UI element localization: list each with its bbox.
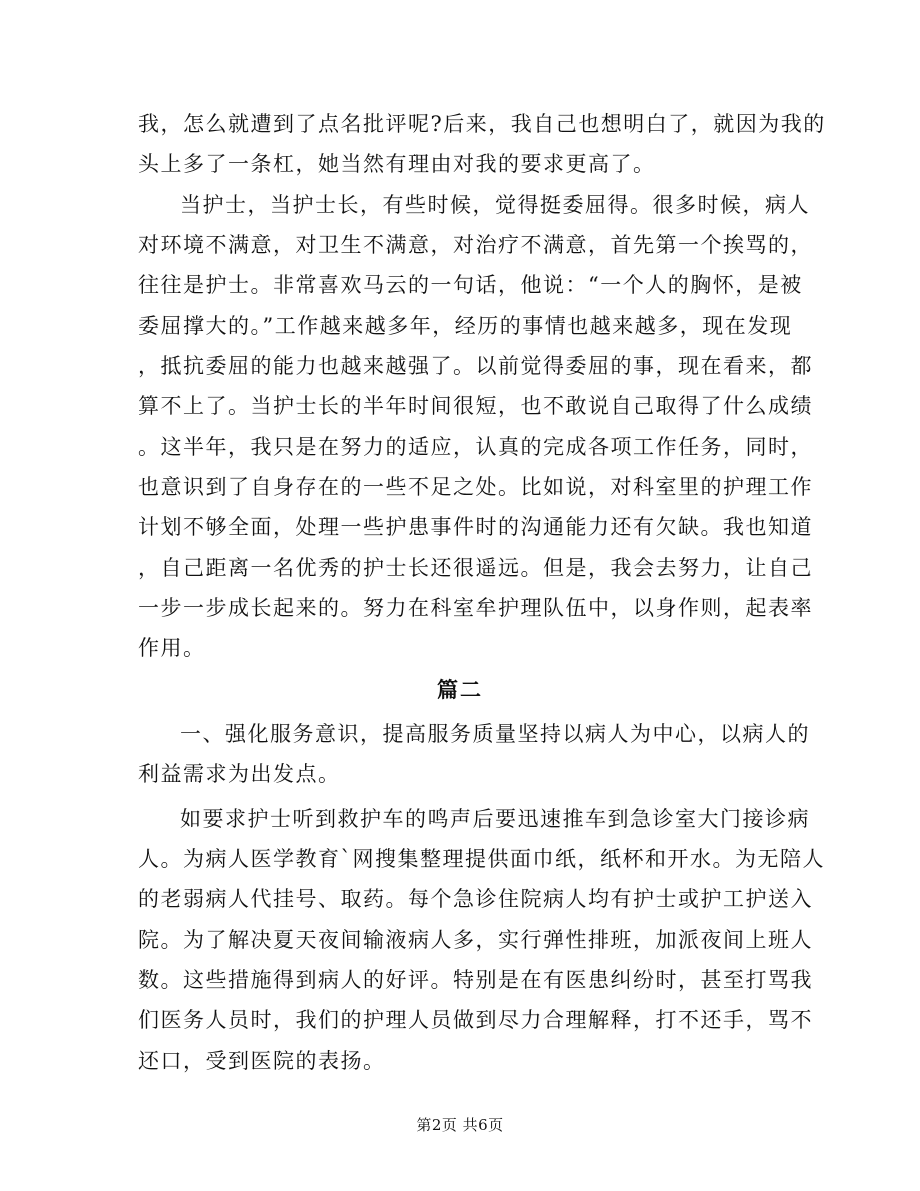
paragraph-line: 也意识到了自身存在的一些不足之处。比如说，对科室里的护理工作: [138, 475, 813, 499]
paragraph-line: 一步一步成长起来的。努力在科室牟护理队伍中，以身作则，起表率: [138, 596, 813, 620]
paragraph-line: ，抵抗委屈的能力也越来越强了。以前觉得委屈的事，现在看来，都: [138, 354, 813, 378]
section-heading: 篇二: [437, 677, 483, 702]
paragraph-line: 当护士，当护士长，有些时候，觉得挺委屈得。很多时候，病人: [180, 193, 810, 217]
paragraph-line: 数。这些措施得到病人的好评。特别是在有医患纠纷时，甚至打骂我: [138, 968, 813, 992]
paragraph-line: 们医务人员时，我们的护理人员做到尽力合理解释，打不还手，骂不: [138, 1008, 813, 1032]
paragraph-line: 作用。: [138, 636, 206, 660]
paragraph-line: 计划不够全面，处理一些护患事件时的沟通能力还有欠缺。我也知道: [138, 515, 813, 539]
page-number-footer: 第2页 共6页: [416, 1116, 504, 1134]
paragraph-line: 院。为了解决夏天夜间输液病人多，实行弹性排班，加派夜间上班人: [138, 928, 813, 952]
paragraph-line: 头上多了一条杠，她当然有理由对我的要求更高了。: [138, 152, 656, 176]
paragraph-line: 算不上了。当护士长的半年时间很短，也不敢说自己取得了什么成绩: [138, 394, 813, 418]
paragraph-line: 。这半年，我只是在努力的适应，认真的完成各项工作任务，同时，: [138, 435, 813, 459]
paragraph-line: 一、强化服务意识，提高服务质量坚持以病人为中心，以病人的: [180, 722, 810, 746]
paragraph-line: 人。为病人医学教育`网搜集整理提供面巾纸，纸杯和开水。为无陪人: [138, 847, 825, 871]
paragraph-line: 对环境不满意，对卫生不满意，对治疗不满意，首先第一个挨骂的，: [138, 233, 813, 257]
paragraph-line: 如要求护士听到救护车的鸣声后要迅速推车到急诊室大门接诊病: [180, 807, 810, 831]
paragraph-line: 的老弱病人代挂号、取药。每个急诊住院病人均有护士或护工护送入: [138, 887, 813, 911]
paragraph-line: 往往是护士。非常喜欢马云的一句话，他说：“一个人的胸怀，是被: [138, 273, 803, 297]
paragraph-line: 还口，受到医院的表扬。: [138, 1049, 386, 1073]
paragraph-line: 利益需求为出发点。: [138, 762, 341, 786]
paragraph-line: 我，怎么就遭到了点名批评呢?后来，我自己也想明白了，就因为我的: [138, 112, 826, 136]
paragraph-line: ，自己距离一名优秀的护士长还很遥远。但是，我会去努力，让自己: [138, 556, 813, 580]
paragraph-line: 委屈撑大的。”工作越来越多年，经历的事情也越来越多，现在发现: [138, 314, 793, 338]
